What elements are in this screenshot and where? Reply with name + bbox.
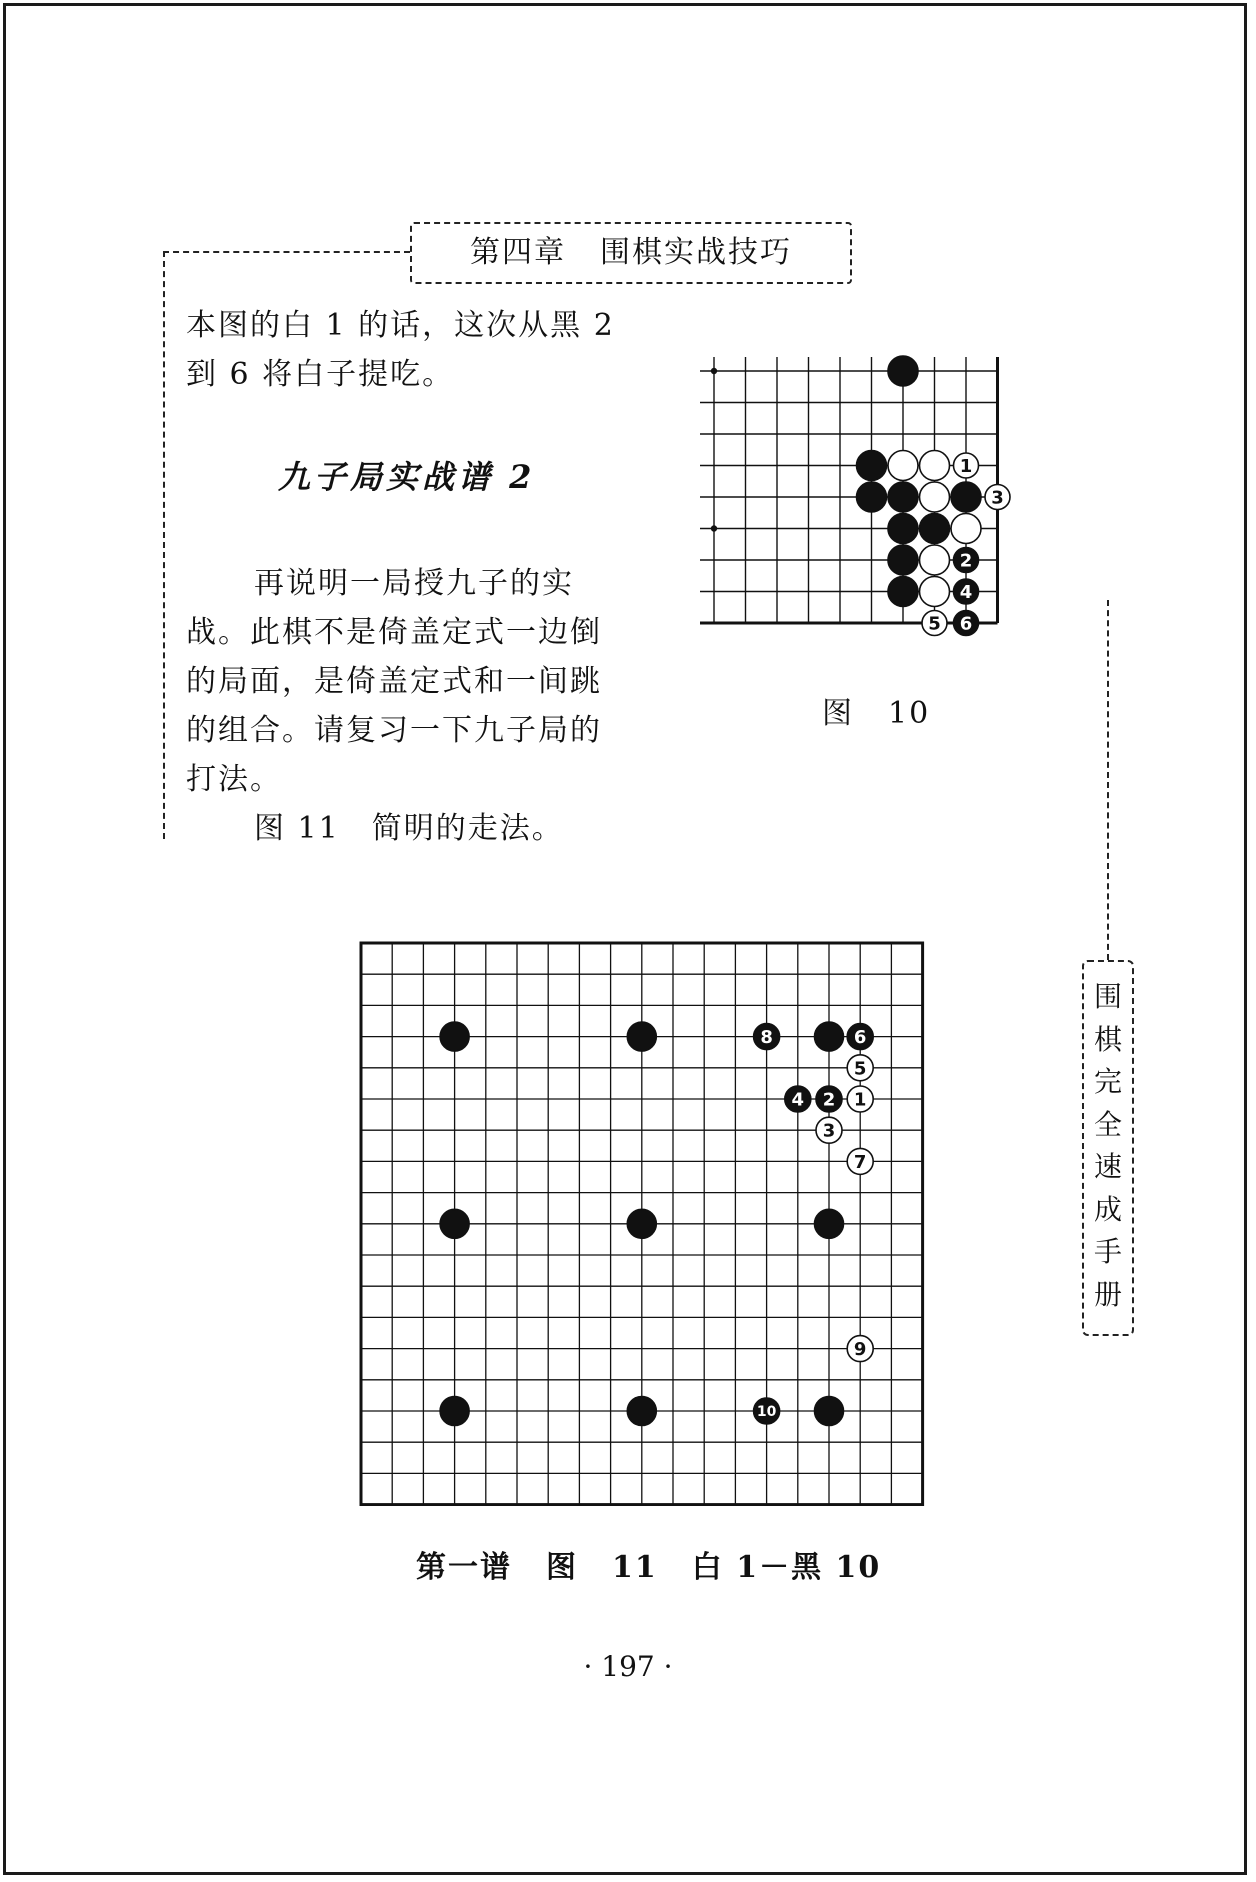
- black-stone: [888, 356, 918, 386]
- black-stone-10: [754, 1398, 780, 1424]
- chapter-title: 围棋实战技巧: [600, 235, 792, 270]
- black-stone-6: [847, 1024, 873, 1050]
- black-stone: [815, 1397, 844, 1426]
- text-line: 到 6 将白子提吃。: [186, 357, 455, 392]
- stone-label: 1: [959, 456, 973, 477]
- right-margin-rule: [1107, 600, 1109, 960]
- stone-label: 2: [822, 1089, 836, 1111]
- text-line: 的组合。请复习一下九子局的: [186, 713, 602, 748]
- figure-10-caption-label: 图: [822, 696, 854, 731]
- white-stone-1: [954, 453, 979, 478]
- stone-label: 9: [853, 1339, 867, 1361]
- white-stone-9: [847, 1336, 873, 1362]
- section-title: 九子局实战谱 2: [278, 458, 536, 496]
- black-stone: [440, 1209, 469, 1238]
- left-margin-rule: [163, 251, 165, 839]
- header-rule-left: [163, 251, 410, 253]
- black-stone-6: [954, 611, 979, 636]
- paragraph-1: [186, 301, 615, 399]
- side-title-char: 手: [1093, 1235, 1122, 1268]
- stone-label: 3: [822, 1120, 836, 1142]
- figure-10-caption: [822, 688, 930, 732]
- black-stone: [920, 514, 950, 544]
- figure-11-caption-label: 图: [546, 1550, 578, 1585]
- white-stone-3: [985, 485, 1010, 510]
- black-stone: [815, 1209, 844, 1238]
- text-line: 再说明一局授九子的实: [254, 566, 574, 601]
- white-stone-1: [847, 1086, 873, 1112]
- black-stone: [627, 1022, 656, 1051]
- white-stone-7: [847, 1148, 873, 1174]
- white-stone: [920, 482, 950, 512]
- side-book-title: [1082, 960, 1134, 1336]
- white-stone: [888, 451, 918, 481]
- side-title-char: 成: [1093, 1192, 1122, 1226]
- text-line: 图 11 简明的走法。: [254, 811, 564, 846]
- black-stone-8: [754, 1024, 780, 1050]
- figure-10-caption-number: 10: [888, 696, 931, 731]
- side-title-char: 围: [1093, 980, 1122, 1013]
- star-point: [711, 525, 717, 531]
- figure-11-caption-number: 11: [612, 1550, 658, 1585]
- black-stone: [440, 1022, 469, 1051]
- paragraph-2: [186, 559, 602, 853]
- black-stone: [888, 545, 918, 575]
- running-header: [410, 222, 852, 284]
- white-stone: [920, 451, 950, 481]
- text-line: 的局面，是倚盖定式和一间跳: [186, 664, 602, 699]
- stone-label: 4: [791, 1089, 805, 1111]
- black-stone-4: [785, 1086, 811, 1112]
- stone-label: 8: [760, 1027, 773, 1049]
- black-stone: [440, 1397, 469, 1426]
- black-stone: [627, 1397, 656, 1426]
- figure-11-caption-moves: 白 1－黑 10: [691, 1550, 882, 1585]
- black-stone-2: [816, 1086, 842, 1112]
- chapter-label: 第四章: [470, 235, 566, 270]
- white-stone: [920, 577, 950, 607]
- text-line: 本图的白 1 的话，这次从黑 2: [186, 308, 615, 343]
- stone-label: 5: [928, 613, 941, 635]
- black-stone: [815, 1022, 844, 1051]
- white-stone-3: [816, 1117, 842, 1143]
- stone-label: 6: [959, 613, 973, 635]
- side-title-char: 棋: [1093, 1022, 1122, 1056]
- white-stone-5: [922, 611, 947, 636]
- white-stone: [951, 514, 981, 544]
- side-title-char: 全: [1093, 1107, 1122, 1141]
- side-title-char: 册: [1093, 1277, 1122, 1311]
- side-title-char: 速: [1093, 1150, 1122, 1183]
- black-stone: [857, 451, 887, 481]
- text-line: 战。此棋不是倚盖定式一边倒: [186, 615, 602, 650]
- page-number: · 197 ·: [583, 1650, 673, 1683]
- figure-11-caption-part1: 第一谱: [416, 1550, 512, 1585]
- black-stone: [857, 482, 887, 512]
- stone-label: 4: [959, 582, 973, 603]
- figure-11-caption: [416, 1542, 881, 1586]
- black-stone: [888, 514, 918, 544]
- white-stone: [920, 545, 950, 575]
- black-stone: [888, 482, 918, 512]
- stone-label: 3: [991, 487, 1004, 509]
- black-stone-2: [954, 548, 979, 573]
- figure-10-board: [700, 355, 1030, 665]
- black-stone-4: [954, 579, 979, 604]
- side-title-char: 完: [1093, 1065, 1122, 1098]
- black-stone: [888, 577, 918, 607]
- black-stone: [627, 1209, 656, 1238]
- stone-label: 5: [853, 1058, 867, 1080]
- stone-label: 1: [853, 1089, 867, 1111]
- text-line: 打法。: [186, 762, 282, 797]
- black-stone: [951, 482, 981, 512]
- stone-label: 10: [756, 1404, 777, 1421]
- stone-label: 2: [959, 550, 973, 572]
- star-point: [711, 368, 717, 374]
- stone-label: 6: [853, 1027, 867, 1049]
- stone-label: 7: [853, 1151, 867, 1173]
- figure-11-board: [358, 940, 930, 1506]
- white-stone-5: [847, 1055, 873, 1081]
